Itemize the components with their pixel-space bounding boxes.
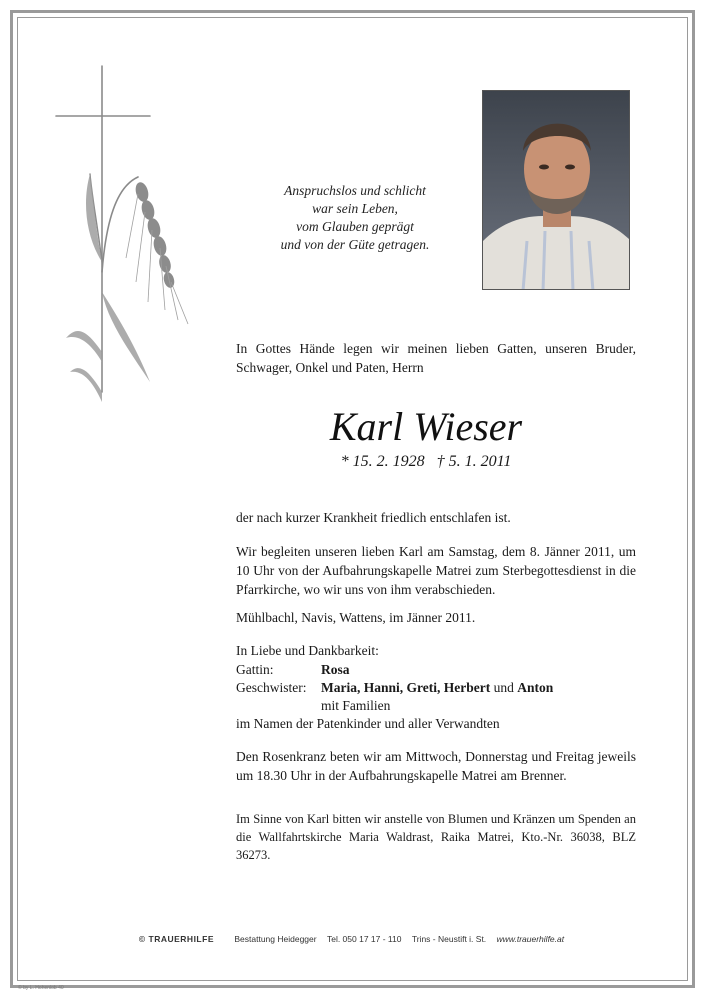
motto-line: Anspruchslos und schlicht [284, 183, 426, 198]
spouse-label: Gattin: [236, 662, 274, 677]
deceased-name: Karl Wieser [329, 404, 523, 449]
families-row [236, 696, 636, 714]
rosary-info [236, 747, 636, 785]
footer-phone: Tel. 050 17 17 - 110 [326, 934, 402, 944]
spouse-name: Rosa [321, 662, 350, 677]
siblings-value [321, 678, 553, 697]
siblings-label: Geschwister: [236, 680, 307, 695]
credit-note: © by L. Hohenlob 40 [18, 985, 64, 991]
siblings-and: und [490, 680, 518, 695]
gratitude-line: In Liebe und Dankbarkeit: [236, 643, 379, 658]
motto-line: und von der Güte getragen. [280, 237, 430, 252]
place-date [236, 608, 636, 627]
footer-company: Bestattung Heidegger [234, 934, 317, 944]
brand-logo: © TRAUERHILFE [138, 934, 214, 944]
death-note [236, 508, 636, 527]
families-text: mit Familien [321, 698, 391, 713]
portrait-photo [482, 90, 630, 290]
intro-text: In Gottes Hände legen wir meinen lieben Gatten, unseren Bruder, Schwager, Onkel und Paten, Herrn [236, 341, 636, 375]
siblings-last: Anton [517, 680, 554, 695]
motto [240, 182, 470, 254]
spouse-row [236, 660, 636, 678]
footer [0, 934, 707, 944]
siblings-names: Maria, Hanni, Greti, Herbert [321, 680, 491, 695]
footer-location: Trins - Neustift i. St. [411, 934, 487, 944]
place-date-text: Mühlbachl, Navis, Wattens, im Jänner 2011. [236, 610, 476, 625]
funeral-info [236, 542, 636, 599]
cross-wheat-icon [50, 62, 200, 422]
funeral-text: Wir begleiten unseren lieben Karl am Samstag, dem 8. Jänner 2011, um 10 Uhr von der Aufbahrungskapelle Matrei zum Sterbegottesdienst in die Pfarrkirche, wo wir uns von ihm verabschieden. [236, 544, 636, 597]
donation-info [236, 810, 636, 864]
motto-line: war sein Leben, [312, 201, 398, 216]
death-note-text: der nach kurzer Krankheit friedlich entschlafen ist. [236, 510, 511, 525]
mourners-block [236, 641, 636, 733]
donation-text: Im Sinne von Karl bitten wir anstelle von Blumen und Kränzen um Spenden an die Wallfahrtskirche Maria Waldrast, Raika Matrei, Kto.-Nr. 36038, BLZ 36273. [236, 812, 636, 862]
footer-website[interactable]: www.trauerhilfe.at [496, 934, 565, 944]
motto-line: vom Glauben geprägt [296, 219, 414, 234]
relatives-line: im Namen der Patenkinder und aller Verwandten [236, 716, 500, 731]
rosary-text: Den Rosenkranz beten wir am Mittwoch, Donnerstag und Freitag jeweils um 18.30 Uhr in der Aufbahrungskapelle Matrei am Brenner. [236, 749, 636, 783]
siblings-row [236, 678, 636, 696]
life-dates: * 15. 2. 1928 † 5. 1. 2011 [340, 453, 512, 470]
